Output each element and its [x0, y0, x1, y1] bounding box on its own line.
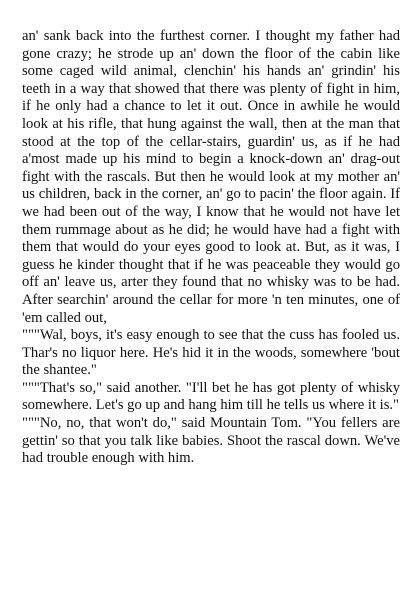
book-page-text — [22, 28, 400, 468]
paragraph: """No, no, that won't do," said Mountain Tom. "You fellers are gettin' so that you talk like babies. Shoot the rascal down. We've had trouble enough with him. — [22, 415, 400, 467]
paragraph: an' sank back into the furthest corner. I thought my father had gone crazy; he strode up an' down the floor of the cabin like some caged wild animal, clenchin' his hands an' grindin' his teeth in a way that showed that there was plenty of fight in him, if he only had a chance to let it out. Once in awhile he would look at his rifle, that hung against the wall, then at the man that stood at the top of the cellar-stairs, guardin' us, as if he had a'most made up his mind to begin a knock-down an' drag-out fight with the rascals. But then he would look at my mother an' us children, back in the corner, an' go to pacin' the floor again. If we had been out of the way, I know that he would not have let them rummage about as he did; he would have had a fight with them that would do your eyes good to look at. But, as it was, I guess he kinder thought that if he was peaceable they would go off an' leave us, arter they found that no whisky was to be had. After searchin' around the cellar for more 'n ten minutes, one of 'em called out, — [22, 28, 400, 326]
paragraph: """Wal, boys, it's easy enough to see that the cuss has fooled us. Thar's no liquor here. He's hid it in the woods, somewhere 'bout the shantee." — [22, 327, 400, 379]
paragraph: """That's so," said another. "I'll bet he has got plenty of whisky somewhere. Let's go up and hang him till he tells us where it is." — [22, 379, 400, 414]
